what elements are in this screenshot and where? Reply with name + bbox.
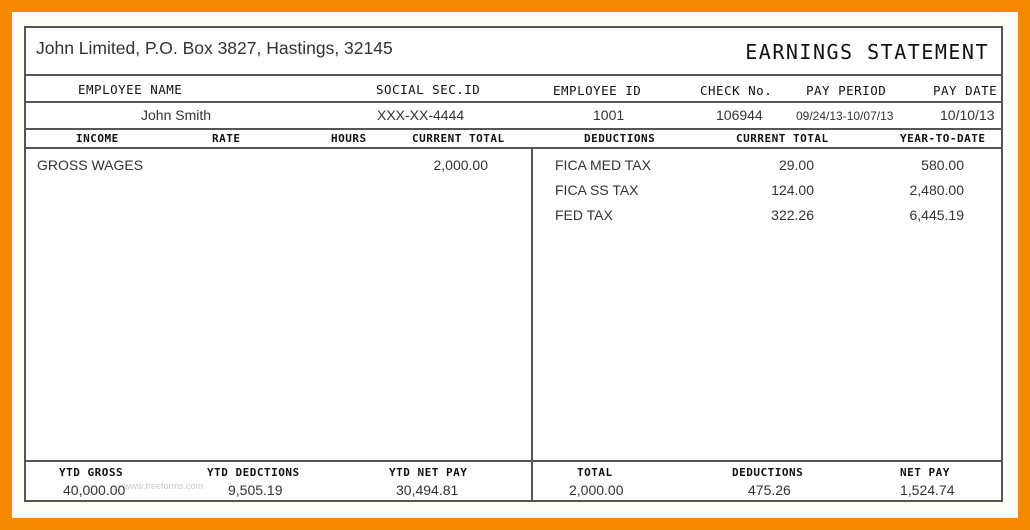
divider-section-header [26, 147, 1001, 149]
header-ssn: SOCIAL SEC.ID [376, 82, 481, 97]
statement-title: EARNINGS STATEMENT [745, 40, 989, 64]
employee-ssn: XXX-XX-4444 [377, 107, 465, 123]
check-number: 106944 [716, 107, 763, 123]
deduction-ytd: 580.00 [921, 157, 964, 173]
earnings-statement [24, 26, 1003, 502]
deduction-ytd: 2,480.00 [909, 182, 964, 198]
ytd-net-pay: 30,494.81 [396, 482, 459, 498]
footer-ytd-gross-label: YTD GROSS [59, 466, 124, 479]
header-check-no: CHECK No. [700, 83, 773, 98]
ytd-deductions: 9,505.19 [228, 482, 283, 498]
deduction-current: 322.26 [771, 207, 814, 223]
divider-footer [26, 460, 1001, 462]
deductions-total: 475.26 [748, 482, 791, 498]
header-hours: HOURS [331, 132, 367, 145]
deduction-ytd: 6,445.19 [909, 207, 964, 223]
header-deduction-current-total: CURRENT TOTAL [736, 132, 829, 145]
deduction-label: FICA SS TAX [555, 182, 639, 198]
employee-id: 1001 [593, 107, 625, 123]
header-income: INCOME [76, 132, 119, 145]
footer-ytd-deductions-label: YTD DEDCTIONS [207, 466, 300, 479]
header-employee-name: EMPLOYEE NAME [78, 82, 183, 97]
header-deductions: DEDUCTIONS [584, 132, 656, 145]
watermark: www.freeforms.com [124, 481, 204, 491]
footer-deductions-label: DEDUCTIONS [732, 466, 804, 479]
footer-ytd-net-label: YTD NET PAY [389, 466, 468, 479]
divider-title [26, 74, 1001, 76]
footer-net-pay-label: NET PAY [900, 466, 950, 479]
divider-employee-values [26, 128, 1001, 130]
income-current: 2,000.00 [433, 157, 488, 173]
net-pay: 1,524.74 [900, 482, 955, 498]
header-income-current-total: CURRENT TOTAL [412, 132, 505, 145]
ytd-gross: 40,000.00 [63, 482, 126, 498]
header-pay-date: PAY DATE [933, 83, 998, 98]
deduction-label: FICA MED TAX [555, 157, 651, 173]
header-rate: RATE [212, 132, 241, 145]
footer-total-label: TOTAL [577, 466, 613, 479]
deduction-current: 124.00 [771, 182, 814, 198]
employee-name: John Smith [141, 107, 212, 123]
header-pay-period: PAY PERIOD [806, 83, 887, 98]
pay-date: 10/10/13 [940, 107, 995, 123]
divider-employee-header [26, 101, 1001, 103]
header-employee-id: EMPLOYEE ID [553, 83, 642, 98]
deduction-current: 29.00 [778, 157, 814, 173]
divider-vertical [531, 147, 533, 502]
pay-period: 09/24/13-10/07/13 [796, 109, 894, 123]
header-year-to-date: YEAR-TO-DATE [900, 132, 986, 145]
deduction-label: FED TAX [555, 207, 613, 223]
company-address: John Limited, P.O. Box 3827, Hastings, 32145 [36, 38, 393, 58]
total-current: 2,000.00 [569, 482, 624, 498]
income-label: GROSS WAGES [37, 157, 144, 173]
